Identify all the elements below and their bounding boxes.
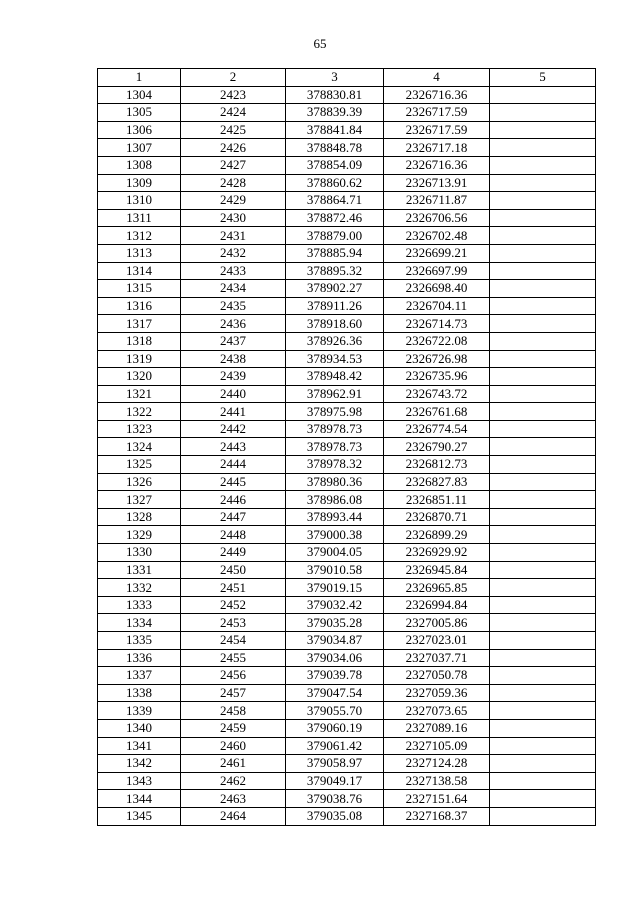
table-cell-col2: 2462: [181, 772, 286, 790]
table-cell-col5: [490, 174, 596, 192]
table-cell-col2: 2425: [181, 121, 286, 139]
table-cell-col4: 2326735.96: [384, 368, 490, 386]
table-cell-col1: 1321: [98, 385, 181, 403]
table-cell-col5: [490, 438, 596, 456]
table-cell-col3: 379000.38: [286, 526, 384, 544]
table-cell-col5: [490, 385, 596, 403]
table-row: [98, 649, 596, 667]
table-cell-col5: [490, 227, 596, 245]
table-cell-col3: 378895.32: [286, 262, 384, 280]
table-cell-col2: 2441: [181, 403, 286, 421]
table-cell-col3: 379004.05: [286, 544, 384, 562]
table-cell-col5: [490, 632, 596, 650]
table-cell-col5: [490, 755, 596, 773]
table-cell-col5: [490, 262, 596, 280]
table-cell-col3: 378986.08: [286, 491, 384, 509]
table-cell-col3: 379049.17: [286, 772, 384, 790]
table-cell-col1: 1342: [98, 755, 181, 773]
table-cell-col2: 2447: [181, 508, 286, 526]
column-header-5: 5: [490, 69, 596, 87]
table-cell-col5: [490, 456, 596, 474]
table-cell-col1: 1309: [98, 174, 181, 192]
column-header-3: 3: [286, 69, 384, 87]
table-cell-col1: 1305: [98, 104, 181, 122]
table-cell-col5: [490, 702, 596, 720]
table-row: [98, 737, 596, 755]
column-header-4: 4: [384, 69, 490, 87]
table-cell-col1: 1343: [98, 772, 181, 790]
table-cell-col2: 2458: [181, 702, 286, 720]
table-cell-col4: 2327105.09: [384, 737, 490, 755]
table-row: [98, 86, 596, 104]
page-number: 65: [313, 36, 327, 51]
table-cell-col3: 378872.46: [286, 209, 384, 227]
table-cell-col2: 2459: [181, 719, 286, 737]
table-cell-col1: 1312: [98, 227, 181, 245]
table-cell-col2: 2460: [181, 737, 286, 755]
table-cell-col5: [490, 297, 596, 315]
table-cell-col2: 2439: [181, 368, 286, 386]
table-cell-col2: 2457: [181, 684, 286, 702]
table-row: [98, 315, 596, 333]
table-cell-col4: 2326827.83: [384, 473, 490, 491]
table-cell-col1: 1329: [98, 526, 181, 544]
table-cell-col3: 378854.09: [286, 156, 384, 174]
table-cell-col3: 378962.91: [286, 385, 384, 403]
table-cell-col2: 2423: [181, 86, 286, 104]
table-row: [98, 403, 596, 421]
table-cell-col3: 379035.28: [286, 614, 384, 632]
table-cell-col5: [490, 614, 596, 632]
table-cell-col1: 1323: [98, 420, 181, 438]
table-row: [98, 544, 596, 562]
table-cell-col5: [490, 596, 596, 614]
table-row: [98, 456, 596, 474]
table-cell-col3: 378848.78: [286, 139, 384, 157]
table-cell-col1: 1322: [98, 403, 181, 421]
table-cell-col4: 2327059.36: [384, 684, 490, 702]
table-cell-col4: 2326699.21: [384, 244, 490, 262]
coordinates-table: [97, 68, 596, 826]
table-cell-col4: 2326761.68: [384, 403, 490, 421]
table-cell-col4: 2326716.36: [384, 86, 490, 104]
table-cell-col3: 379058.97: [286, 755, 384, 773]
table-cell-col3: 379034.87: [286, 632, 384, 650]
table-cell-col3: 379055.70: [286, 702, 384, 720]
table-cell-col3: 379019.15: [286, 579, 384, 597]
table-cell-col1: 1336: [98, 649, 181, 667]
table-cell-col1: 1337: [98, 667, 181, 685]
table-cell-col5: [490, 508, 596, 526]
table-cell-col1: 1316: [98, 297, 181, 315]
table-cell-col4: 2326774.54: [384, 420, 490, 438]
table-cell-col2: 2449: [181, 544, 286, 562]
table-row: [98, 438, 596, 456]
table-cell-col5: [490, 649, 596, 667]
table-cell-col1: 1344: [98, 790, 181, 808]
table-row: [98, 561, 596, 579]
table-cell-col3: 379038.76: [286, 790, 384, 808]
table-cell-col4: 2326870.71: [384, 508, 490, 526]
table-cell-col4: 2326716.36: [384, 156, 490, 174]
table-cell-col4: 2326698.40: [384, 280, 490, 298]
table-cell-col2: 2431: [181, 227, 286, 245]
table-cell-col3: 378885.94: [286, 244, 384, 262]
table-cell-col1: 1310: [98, 192, 181, 210]
column-header-1: 1: [98, 69, 181, 87]
table-cell-col1: 1319: [98, 350, 181, 368]
table-cell-col1: 1327: [98, 491, 181, 509]
table-cell-col1: 1334: [98, 614, 181, 632]
table-row: [98, 420, 596, 438]
table-row: [98, 262, 596, 280]
table-cell-col3: 378926.36: [286, 332, 384, 350]
table-cell-col1: 1338: [98, 684, 181, 702]
table-cell-col5: [490, 420, 596, 438]
table-cell-col5: [490, 737, 596, 755]
table-cell-col5: [490, 121, 596, 139]
table-cell-col4: 2327023.01: [384, 632, 490, 650]
table-cell-col4: 2326697.99: [384, 262, 490, 280]
table-cell-col1: 1345: [98, 807, 181, 825]
table-header-row: [98, 69, 596, 87]
table-cell-col5: [490, 544, 596, 562]
table-row: [98, 192, 596, 210]
table-row: [98, 702, 596, 720]
table-cell-col2: 2456: [181, 667, 286, 685]
table-cell-col3: 378864.71: [286, 192, 384, 210]
table-cell-col1: 1317: [98, 315, 181, 333]
table-cell-col2: 2426: [181, 139, 286, 157]
table-cell-col2: 2451: [181, 579, 286, 597]
table-cell-col5: [490, 244, 596, 262]
table-cell-col4: 2326726.98: [384, 350, 490, 368]
table-cell-col3: 379039.78: [286, 667, 384, 685]
table-cell-col2: 2461: [181, 755, 286, 773]
table-cell-col5: [490, 403, 596, 421]
table-cell-col5: [490, 209, 596, 227]
table-cell-col3: 378948.42: [286, 368, 384, 386]
table-cell-col5: [490, 192, 596, 210]
table-cell-col1: 1324: [98, 438, 181, 456]
table-cell-col3: 379035.08: [286, 807, 384, 825]
table-cell-col5: [490, 156, 596, 174]
table-row: [98, 297, 596, 315]
table-cell-col5: [490, 667, 596, 685]
table-cell-col3: 378830.81: [286, 86, 384, 104]
table-cell-col2: 2444: [181, 456, 286, 474]
table-row: [98, 174, 596, 192]
table-cell-col1: 1311: [98, 209, 181, 227]
table-cell-col4: 2326743.72: [384, 385, 490, 403]
table-cell-col2: 2428: [181, 174, 286, 192]
table-cell-col3: 378993.44: [286, 508, 384, 526]
table-cell-col1: 1330: [98, 544, 181, 562]
table-row: [98, 350, 596, 368]
table-row: [98, 209, 596, 227]
table-cell-col4: 2327151.64: [384, 790, 490, 808]
table-cell-col1: 1331: [98, 561, 181, 579]
table-cell-col1: 1328: [98, 508, 181, 526]
table-row: [98, 614, 596, 632]
table-cell-col4: 2327124.28: [384, 755, 490, 773]
table-cell-col1: 1308: [98, 156, 181, 174]
table-cell-col3: 378934.53: [286, 350, 384, 368]
table-cell-col4: 2326899.29: [384, 526, 490, 544]
table-cell-col4: 2327138.58: [384, 772, 490, 790]
table-row: [98, 368, 596, 386]
table-cell-col2: 2455: [181, 649, 286, 667]
table-cell-col2: 2450: [181, 561, 286, 579]
table-cell-col4: 2327089.16: [384, 719, 490, 737]
table-cell-col5: [490, 790, 596, 808]
table-cell-col5: [490, 684, 596, 702]
table-cell-col1: 1313: [98, 244, 181, 262]
table-cell-col5: [490, 350, 596, 368]
table-cell-col4: 2326929.92: [384, 544, 490, 562]
table-cell-col4: 2326790.27: [384, 438, 490, 456]
table-cell-col2: 2442: [181, 420, 286, 438]
table-cell-col2: 2438: [181, 350, 286, 368]
table-cell-col5: [490, 719, 596, 737]
table-cell-col3: 378980.36: [286, 473, 384, 491]
table-cell-col4: 2327168.37: [384, 807, 490, 825]
table-row: [98, 526, 596, 544]
table-cell-col2: 2434: [181, 280, 286, 298]
table-cell-col1: 1341: [98, 737, 181, 755]
table-cell-col3: 379060.19: [286, 719, 384, 737]
table-row: [98, 807, 596, 825]
table-cell-col5: [490, 86, 596, 104]
table-cell-col4: 2327050.78: [384, 667, 490, 685]
table-cell-col4: 2326812.73: [384, 456, 490, 474]
table-cell-col4: 2327005.86: [384, 614, 490, 632]
table-cell-col2: 2424: [181, 104, 286, 122]
table-cell-col4: 2326965.85: [384, 579, 490, 597]
table-cell-col3: 378918.60: [286, 315, 384, 333]
table-row: [98, 385, 596, 403]
table-cell-col2: 2446: [181, 491, 286, 509]
table-cell-col5: [490, 807, 596, 825]
table-cell-col1: 1307: [98, 139, 181, 157]
table-row: [98, 244, 596, 262]
table-cell-col2: 2445: [181, 473, 286, 491]
table-row: [98, 104, 596, 122]
table-cell-col3: 379034.06: [286, 649, 384, 667]
table-cell-col2: 2427: [181, 156, 286, 174]
table-row: [98, 332, 596, 350]
table-cell-col4: 2326706.56: [384, 209, 490, 227]
table-row: [98, 227, 596, 245]
table-row: [98, 684, 596, 702]
table-cell-col2: 2436: [181, 315, 286, 333]
table-cell-col2: 2430: [181, 209, 286, 227]
table-cell-col5: [490, 526, 596, 544]
table-cell-col3: 378902.27: [286, 280, 384, 298]
table-row: [98, 139, 596, 157]
table-cell-col4: 2326713.91: [384, 174, 490, 192]
table-cell-col4: 2326717.59: [384, 104, 490, 122]
table-cell-col3: 378975.98: [286, 403, 384, 421]
table-row: [98, 491, 596, 509]
table-cell-col1: 1320: [98, 368, 181, 386]
table-cell-col5: [490, 473, 596, 491]
table-cell-col3: 379047.54: [286, 684, 384, 702]
table-cell-col1: 1339: [98, 702, 181, 720]
table-cell-col1: 1340: [98, 719, 181, 737]
table-row: [98, 280, 596, 298]
table-row: [98, 632, 596, 650]
table-cell-col5: [490, 332, 596, 350]
table-cell-col1: 1304: [98, 86, 181, 104]
table-cell-col5: [490, 280, 596, 298]
table-cell-col3: 378879.00: [286, 227, 384, 245]
table-cell-col5: [490, 772, 596, 790]
table-cell-col1: 1326: [98, 473, 181, 491]
table-cell-col2: 2437: [181, 332, 286, 350]
table-cell-col2: 2453: [181, 614, 286, 632]
table-row: [98, 473, 596, 491]
table-cell-col5: [490, 315, 596, 333]
table-cell-col4: 2326702.48: [384, 227, 490, 245]
table-cell-col1: 1314: [98, 262, 181, 280]
table-row: [98, 596, 596, 614]
table-cell-col1: 1333: [98, 596, 181, 614]
table-cell-col4: 2326704.11: [384, 297, 490, 315]
table-cell-col2: 2452: [181, 596, 286, 614]
table-cell-col4: 2326717.18: [384, 139, 490, 157]
table-cell-col5: [490, 368, 596, 386]
table-row: [98, 579, 596, 597]
table-cell-col1: 1306: [98, 121, 181, 139]
table-cell-col4: 2326711.87: [384, 192, 490, 210]
table-cell-col5: [490, 491, 596, 509]
table-cell-col3: 378839.39: [286, 104, 384, 122]
table-cell-col4: 2326717.59: [384, 121, 490, 139]
table-row: [98, 667, 596, 685]
column-header-2: 2: [181, 69, 286, 87]
table-cell-col2: 2432: [181, 244, 286, 262]
table-cell-col2: 2443: [181, 438, 286, 456]
table-cell-col3: 378841.84: [286, 121, 384, 139]
table-cell-col2: 2463: [181, 790, 286, 808]
table-cell-col2: 2464: [181, 807, 286, 825]
table-cell-col1: 1325: [98, 456, 181, 474]
table-cell-col4: 2327037.71: [384, 649, 490, 667]
table-row: [98, 772, 596, 790]
table-row: [98, 755, 596, 773]
table-cell-col1: 1332: [98, 579, 181, 597]
table-cell-col3: 378978.32: [286, 456, 384, 474]
table-cell-col3: 379010.58: [286, 561, 384, 579]
table-row: [98, 156, 596, 174]
table-cell-col3: 378978.73: [286, 420, 384, 438]
table-cell-col4: 2326851.11: [384, 491, 490, 509]
table-cell-col2: 2429: [181, 192, 286, 210]
table-row: [98, 121, 596, 139]
table-cell-col5: [490, 579, 596, 597]
table-cell-col4: 2327073.65: [384, 702, 490, 720]
table-cell-col4: 2326714.73: [384, 315, 490, 333]
table-row: [98, 719, 596, 737]
table-row: [98, 508, 596, 526]
table-cell-col3: 378860.62: [286, 174, 384, 192]
table-cell-col4: 2326722.08: [384, 332, 490, 350]
table-cell-col1: 1315: [98, 280, 181, 298]
table-cell-col2: 2448: [181, 526, 286, 544]
table-cell-col5: [490, 561, 596, 579]
table-cell-col3: 379032.42: [286, 596, 384, 614]
table-cell-col1: 1335: [98, 632, 181, 650]
table-cell-col2: 2435: [181, 297, 286, 315]
table-row: [98, 790, 596, 808]
table-cell-col5: [490, 104, 596, 122]
table-cell-col3: 378978.73: [286, 438, 384, 456]
table-cell-col3: 378911.26: [286, 297, 384, 315]
table-cell-col2: 2433: [181, 262, 286, 280]
table-cell-col1: 1318: [98, 332, 181, 350]
table-cell-col4: 2326994.84: [384, 596, 490, 614]
table-cell-col3: 379061.42: [286, 737, 384, 755]
table-cell-col2: 2454: [181, 632, 286, 650]
table-cell-col5: [490, 139, 596, 157]
table-body: [98, 86, 596, 825]
table-cell-col2: 2440: [181, 385, 286, 403]
table-cell-col4: 2326945.84: [384, 561, 490, 579]
